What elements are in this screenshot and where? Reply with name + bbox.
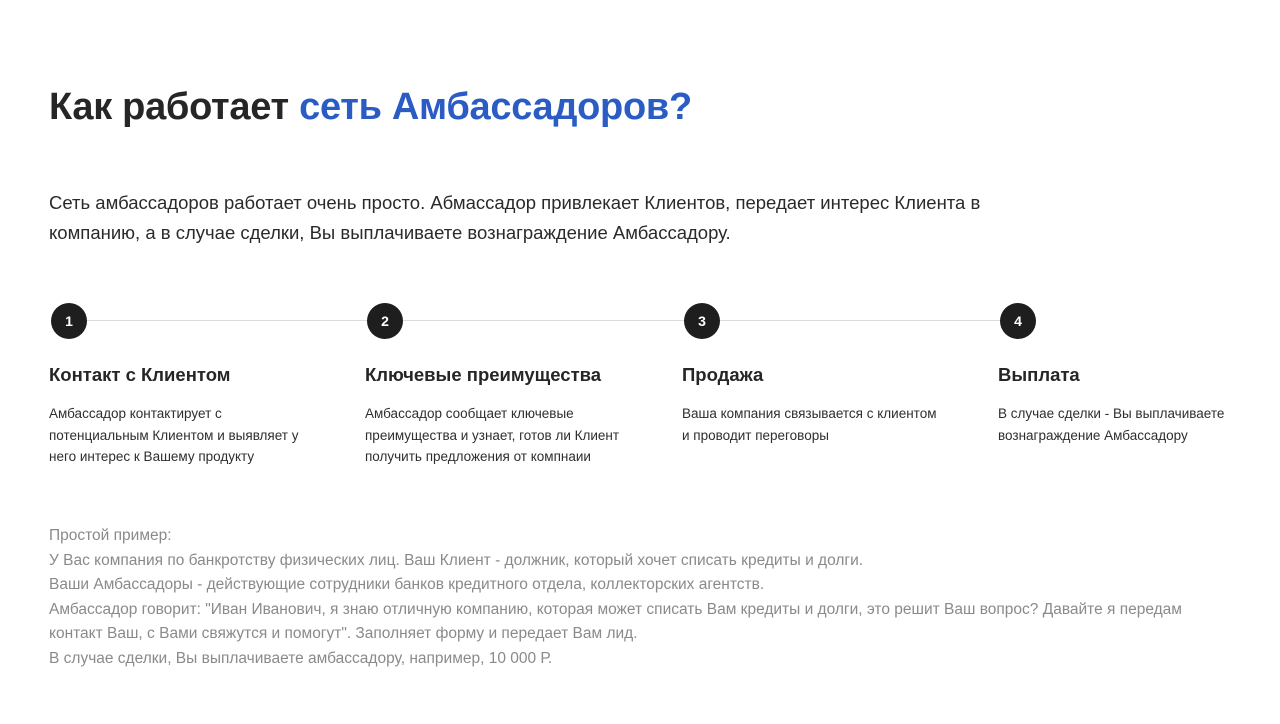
step-description: Амбассадор контактирует с потенциальным Клиентом и выявляет у него интерес к Вашему продукту xyxy=(49,406,299,464)
step-number-badge: 3 xyxy=(684,303,720,339)
step-2 xyxy=(365,303,635,468)
intro-text: Сеть амбассадоров работает очень просто. Абмассадор привлекает Клиентов, передает интерес Клиента в компанию, а в случае сделки, Вы выплачиваете вознаграждение Амбассадору. xyxy=(49,192,981,243)
step-number-badge: 1 xyxy=(51,303,87,339)
page-title xyxy=(49,86,692,129)
step-description: В случае сделки - Вы выплачиваете вознаграждение Амбассадору xyxy=(998,406,1225,443)
step-number-badge: 4 xyxy=(1000,303,1036,339)
example-heading: Простой пример: xyxy=(49,527,172,544)
example-line: Амбассадор говорит: "Иван Иванович, я знаю отличную компанию, которая может списать Вам кредиты и долги, это решит Ваш вопрос? Давайте я передам xyxy=(49,600,1182,618)
step-number-badge: 2 xyxy=(367,303,403,339)
example-line: контакт Ваш, с Вами свяжутся и помогут". Заполняет форму и передает Вам лид. xyxy=(49,625,638,642)
step-description: Амбассадор сообщает ключевые преимущества и узнает, готов ли Клиент получить предложения от компнаии xyxy=(365,406,620,464)
step-title: Ключевые преимущества xyxy=(365,364,602,385)
step-title: Продажа xyxy=(682,364,764,385)
page-title-accent: сеть Амбассадоров? xyxy=(299,86,692,128)
example-line: У Вас компания по банкротству физических лиц. Ваш Клиент - должник, который хочет списать кредиты и долги. xyxy=(49,551,864,569)
step-title: Контакт с Клиентом xyxy=(49,364,231,385)
page-title-main: Как работает xyxy=(49,86,300,128)
step-description: Ваша компания связывается с клиентом и проводит переговоры xyxy=(682,406,937,443)
example-block xyxy=(49,524,1249,671)
example-line: В случае сделки, Вы выплачиваете амбассадору, например, 10 000 Р. xyxy=(49,649,553,667)
step-3 xyxy=(682,303,952,446)
step-title: Выплата xyxy=(998,364,1080,385)
example-line: Ваши Амбассадоры - действующие сотрудники банков кредитного отдела, коллекторских агентств. xyxy=(49,576,765,593)
step-4 xyxy=(998,303,1268,446)
step-1 xyxy=(49,303,319,468)
